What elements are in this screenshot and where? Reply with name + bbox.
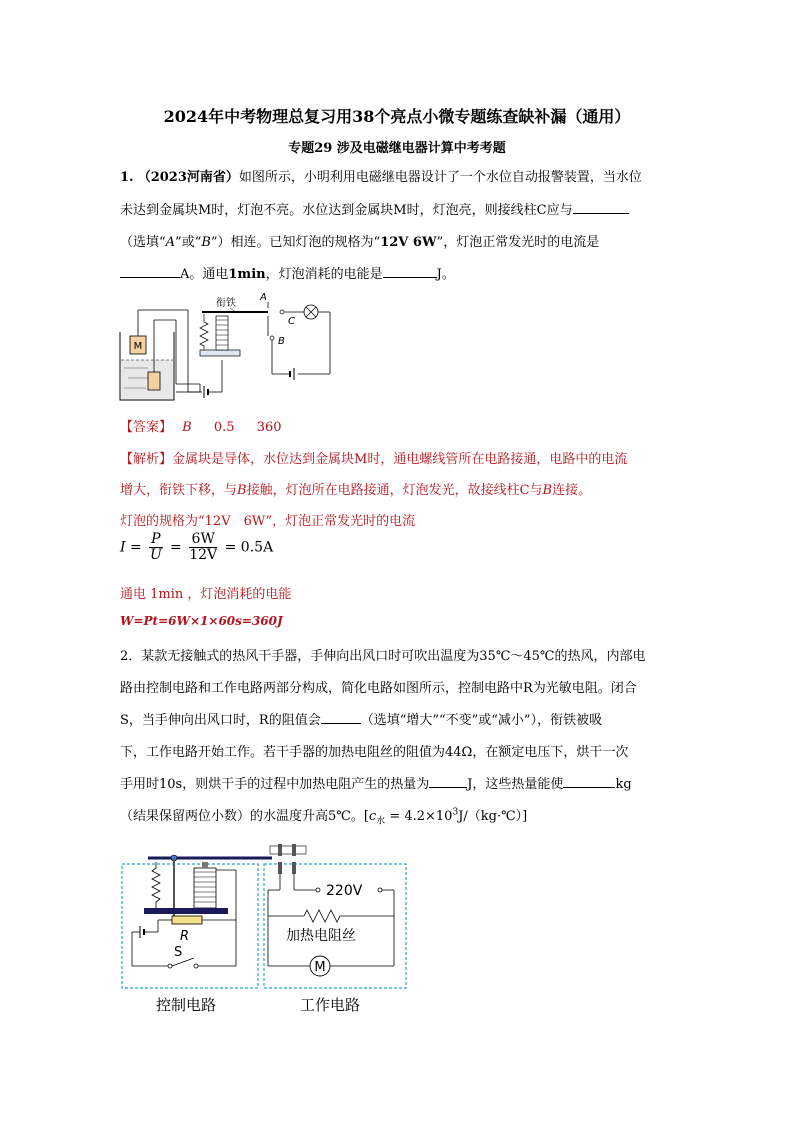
- formula-eq: =: [129, 539, 142, 556]
- switch-s-label: S: [174, 945, 183, 960]
- q2-c-sub: 水: [376, 816, 386, 827]
- analysis-contact-b: B: [237, 483, 247, 498]
- analysis-label: 【解析】: [120, 452, 173, 467]
- relay-base: [144, 908, 228, 914]
- q1-line3: [120, 231, 599, 250]
- voltage-label: 220V: [326, 883, 363, 899]
- q1-number: 1.: [120, 170, 134, 185]
- q2-line5: [120, 773, 632, 792]
- analysis-text1: 金属块是导体，水位达到金属块M时，通电螺线管所在电路接通，电路中的电流: [172, 452, 628, 467]
- formula-i: I: [120, 539, 126, 556]
- formula-num: 6W: [189, 532, 217, 548]
- contact-c-label: C: [288, 316, 295, 327]
- heater-label: 加热电阻丝: [286, 928, 356, 944]
- q2-line4: 下，工作电路开始工作。若干手器的加热电阻丝的阻值为44Ω，在额定电压下，烘干一次: [120, 745, 629, 760]
- q2-exp: 3: [452, 807, 459, 818]
- armature-label: 衔铁: [216, 298, 236, 309]
- q1-text3c: ”）相连。已知灯泡的规格为“: [210, 235, 381, 250]
- q2-text5b: J，这些热量能使: [467, 777, 564, 792]
- answer-label: 【答案】: [120, 420, 173, 435]
- answer-blank[interactable]: [563, 775, 615, 788]
- formula-den: 12V: [189, 547, 218, 563]
- formula-p: P: [151, 531, 161, 547]
- q1-source: （2023河南省）: [137, 170, 239, 185]
- q2-text5c: kg: [615, 777, 632, 792]
- q1-text3a: （选填“: [120, 235, 166, 250]
- spring: [152, 862, 160, 908]
- q1-text2: 未达到金属块M时，灯泡不亮。水位达到金属块M时，灯泡亮，则接线柱C应与: [120, 203, 573, 218]
- q2-text6a: （结果保留两位小数）的水温度升高5℃。[: [120, 809, 369, 824]
- answer-blank[interactable]: [383, 265, 437, 278]
- fraction-values: [189, 532, 217, 563]
- q1-text4c: J。: [436, 267, 455, 282]
- relay-alarm-diagram: [118, 288, 338, 406]
- q1-option-a: A: [165, 235, 176, 250]
- contact-b-label: B: [278, 336, 285, 347]
- contact-a-label: A: [260, 292, 267, 303]
- heater-resistor: [304, 910, 340, 922]
- answer-row: [120, 416, 282, 435]
- formula-u: U: [149, 547, 162, 563]
- answer-value-1: B: [182, 420, 192, 435]
- control-circuit-label: 控制电路: [156, 996, 217, 1014]
- q2-line2: 路由控制电路和工作电路两部分构成，简化电路如图所示，控制电路中R为光敏电阻。闭合: [120, 681, 637, 696]
- current-formula: [120, 532, 273, 563]
- analysis-text2c: 连接。: [552, 483, 592, 498]
- hand-dryer-diagram: [118, 840, 410, 1020]
- analysis-contact-b2: B: [542, 483, 553, 498]
- work-circuit-label: 工作电路: [300, 996, 361, 1014]
- q1-text4b: ，灯泡消耗的电能是: [265, 267, 383, 282]
- q1-text3b: ”或“: [175, 235, 202, 250]
- analysis-line4: 通电 1min ，灯泡消耗的电能: [120, 587, 292, 602]
- electrode: [148, 372, 160, 390]
- q2-text6c: J/（kg·℃）]: [458, 809, 528, 824]
- q1-bulb-spec: 12V 6W: [380, 235, 437, 250]
- analysis-line2: [120, 479, 591, 498]
- q1-line4: [120, 263, 455, 282]
- q2-text3a: S，当手伸向出风口时，R的阻值会: [120, 713, 321, 728]
- q2-text3b: （选填“增大”“不变”或“减小”），衔铁被吸: [360, 713, 603, 728]
- answer-blank[interactable]: [429, 775, 467, 788]
- q1-text4a: A。通电: [180, 267, 229, 282]
- q1-line1: [120, 166, 642, 185]
- analysis-text2b: 接触，灯泡所在电路接通，灯泡发光，故接线柱C与: [246, 483, 543, 498]
- motor-label: M: [314, 960, 326, 975]
- formula-eq2: =: [170, 539, 182, 556]
- control-circuit-box: [122, 864, 258, 988]
- q1-time: 1min: [228, 267, 266, 282]
- answer-blank[interactable]: [321, 711, 361, 724]
- q1-text1: 如图所示，小明利用电磁继电器设计了一个水位自动报警装置，当水位: [238, 170, 642, 185]
- metal-block-m-label: M: [133, 341, 143, 352]
- q2-line1: 2．某款无接触式的热风干手器，手伸向出风口时可吹出温度为35℃～45℃的热风，内部电: [120, 649, 646, 664]
- page-subtitle: 专题29 涉及电磁继电器计算中考考题: [288, 141, 506, 156]
- spring: [200, 314, 208, 350]
- photoresistor: [172, 916, 202, 924]
- q1-line2: [120, 199, 629, 218]
- answer-value-2: 0.5: [213, 420, 235, 435]
- answer-blank[interactable]: [120, 265, 180, 278]
- q1-text3d: ”，灯泡正常发光时的电流是: [436, 235, 600, 250]
- q2-text5a: 手用时10s，则烘干手的过程中加热电阻产生的热量为: [120, 777, 430, 792]
- analysis-line5: W=Pt=6W×1×60s=360J: [120, 614, 283, 628]
- analysis-text2a: 增大，衔铁下移，与: [120, 483, 238, 498]
- q2-line3: [120, 709, 602, 728]
- q2-text6b: = 4.2×10: [385, 809, 453, 824]
- formula-result: = 0.5A: [224, 539, 274, 556]
- answer-value-3: 360: [256, 420, 282, 435]
- analysis-line1: [120, 448, 627, 467]
- q2-line6: [120, 805, 527, 827]
- page-title: 2024年中考物理总复习用38个亮点小微专题练查缺补漏（通用）: [163, 107, 631, 126]
- resistor-r-label: R: [180, 929, 190, 944]
- water-fill: [121, 360, 173, 399]
- analysis-line3: 灯泡的规格为“12V 6W”，灯泡正常发光时的电流: [120, 514, 416, 529]
- fraction-p-u: [149, 532, 162, 563]
- q2-c: c: [368, 809, 377, 824]
- q1-option-b: B: [201, 235, 211, 250]
- answer-blank[interactable]: [573, 201, 629, 214]
